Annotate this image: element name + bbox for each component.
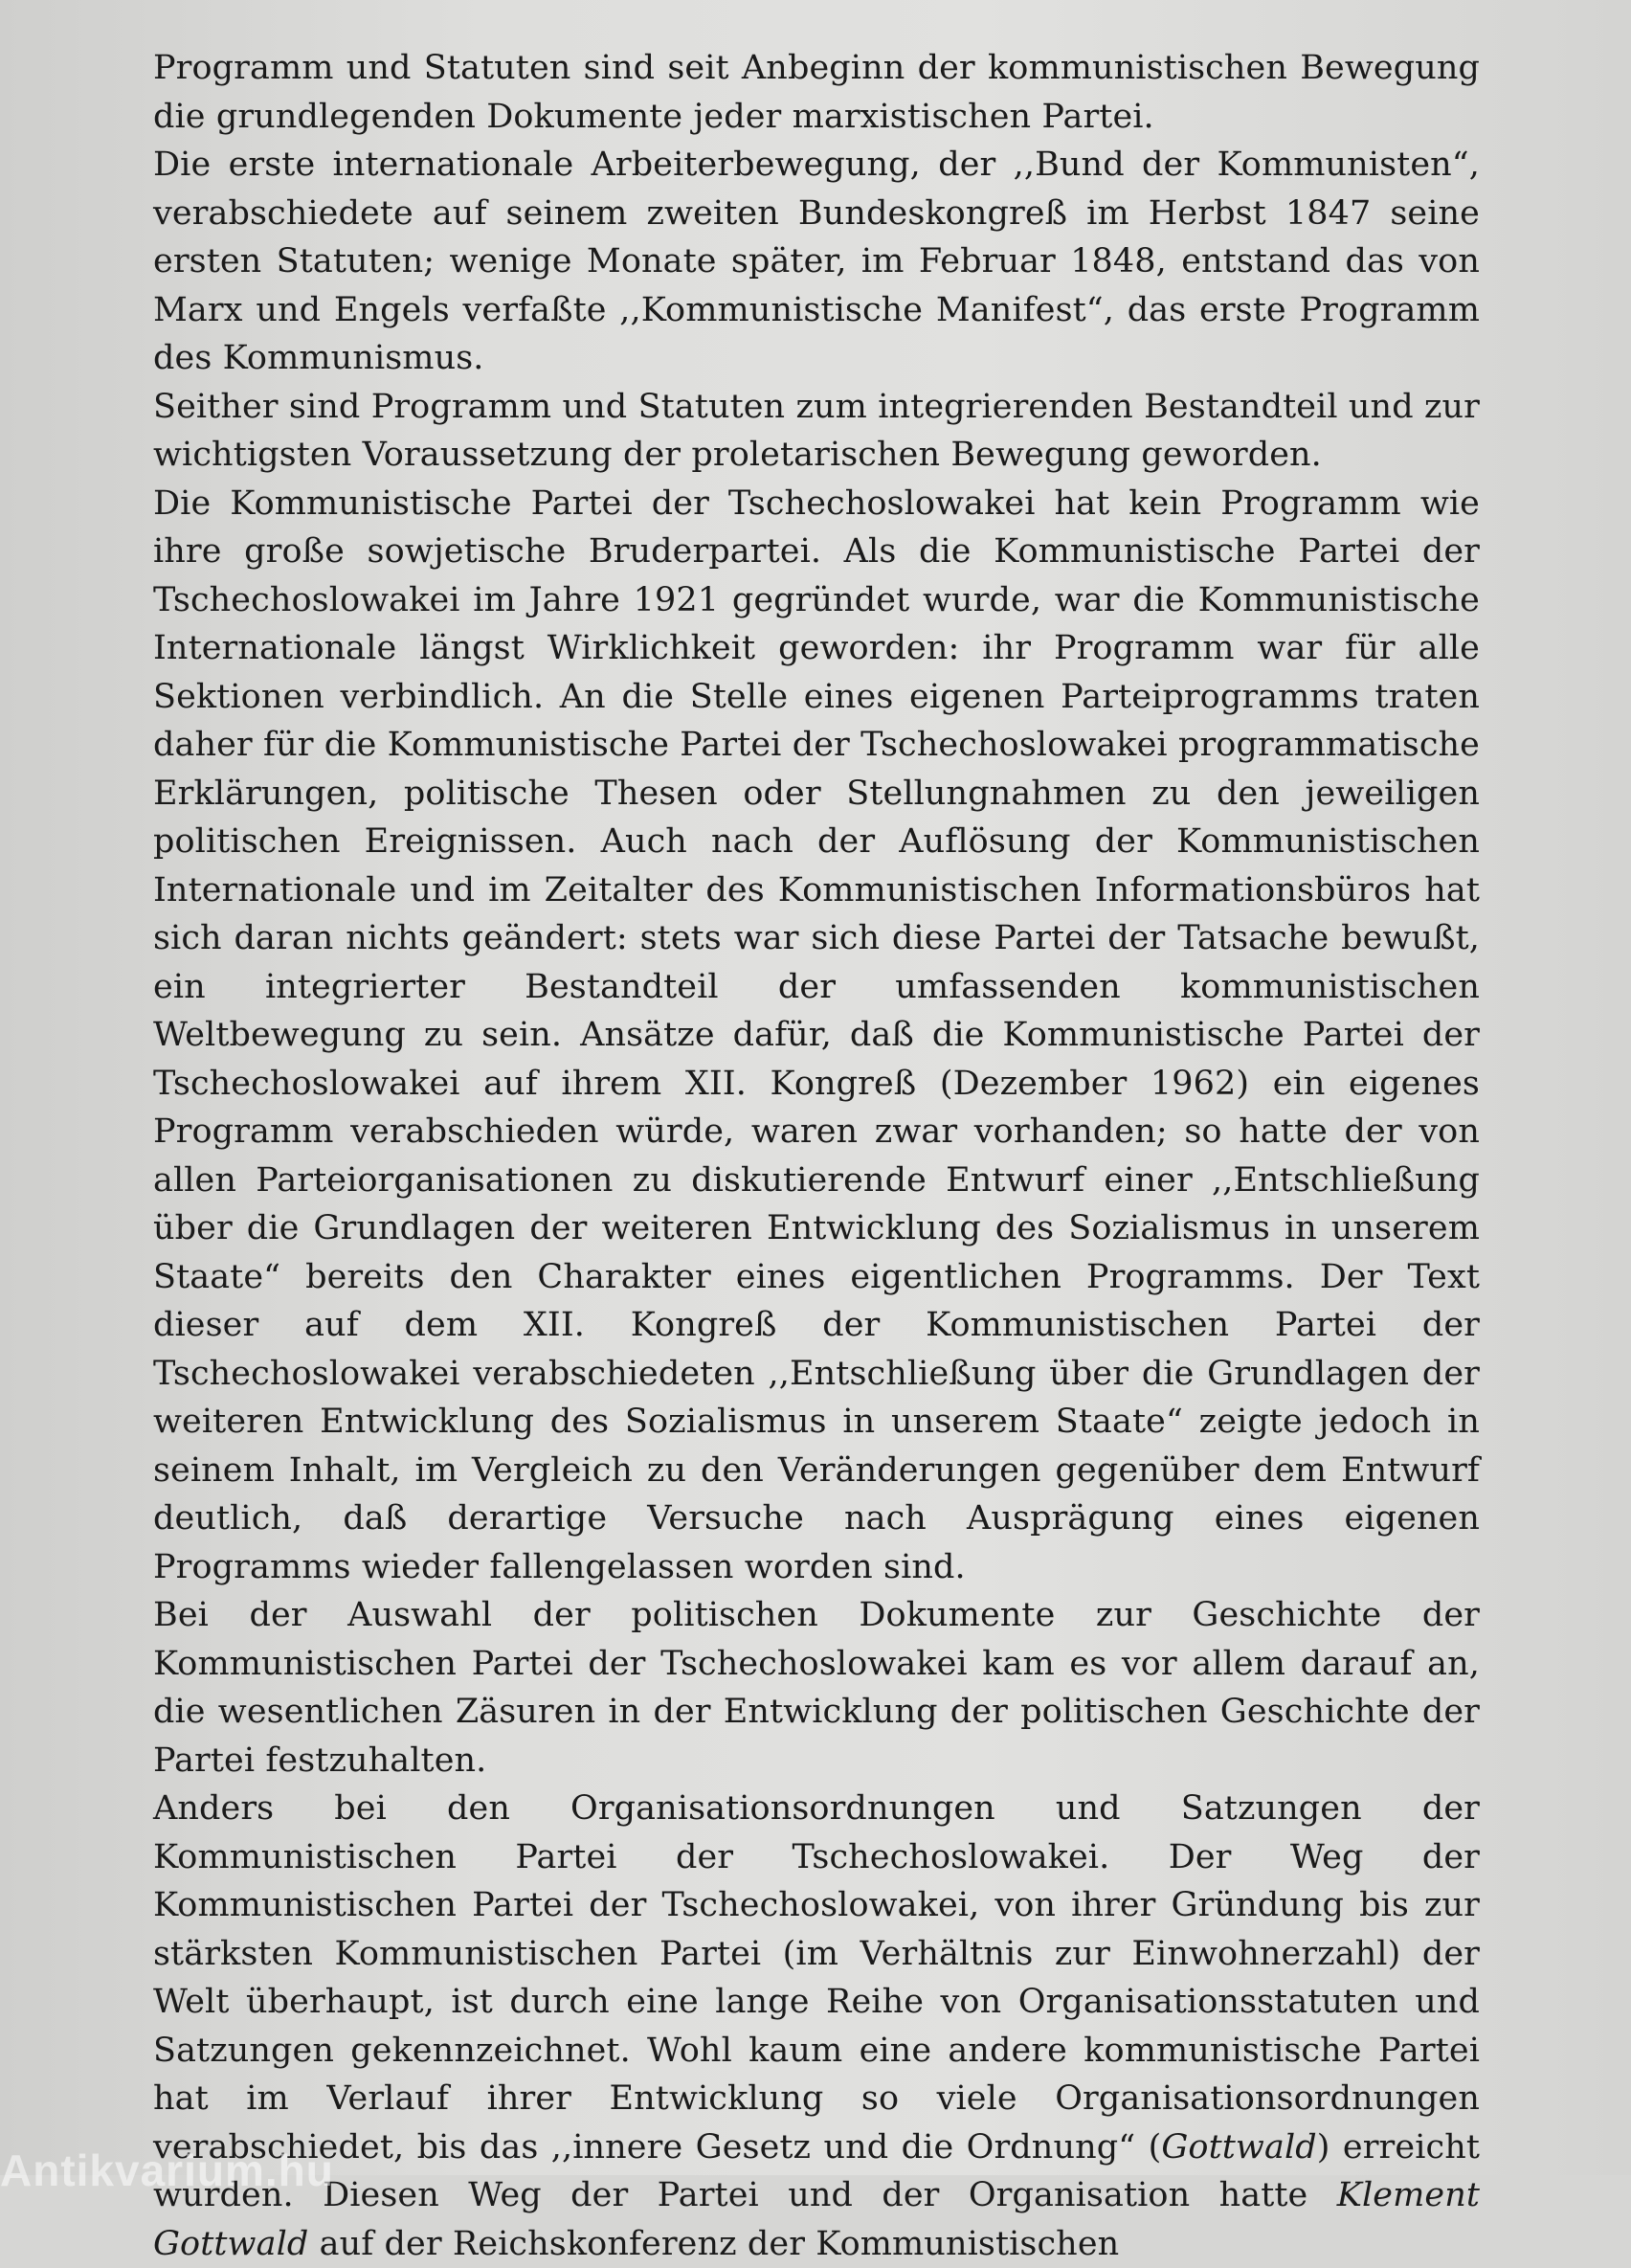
paragraph: Die erste internationale Arbeiterbewegung, der ,,Bund der Kommunisten“, verabschiedete auf seinem zweiten Bundeskongreß im Herbst 1847 seine ersten Statuten; wenige Monate später, im Februar 1848, entstand das von Marx und Engels verfaßte ,,Kommunistische Manifest“, das erste Programm des Kommunismus.: [153, 146, 1480, 377]
paragraph-text: ) erreicht wurden. Diesen Weg der Partei und der Organisation hatte: [153, 2127, 1481, 2214]
paragraph: [153, 1785, 1480, 2268]
paragraph: Seither sind Programm und Statuten zum integrierenden Bestandteil und zur wichtigsten Voraussetzung der proletarischen Bewegung geworden.: [153, 387, 1480, 474]
italic-name: Klement Gottwald: [153, 2176, 1480, 2263]
paragraph: Bei der Auswahl der politischen Dokumente zur Geschichte der Kommunistischen Partei der Tschechoslowakei kam es vor allem darauf an, die wesentlichen Zäsuren in der Entwicklung der politischen Geschichte der Partei festzuhalten.: [153, 1596, 1480, 1780]
italic-name: Gottwald: [1161, 2127, 1317, 2167]
body-text: [153, 44, 1480, 2268]
paragraph-text: auf der Reichskonferenz der Kommunistischen: [308, 2224, 1120, 2263]
paragraph: Programm und Statuten sind seit Anbeginn der kommunistischen Bewegung die grundlegenden Dokumente jeder marxistischen Partei.: [153, 49, 1480, 136]
watermark: Antikvarium.hu: [0, 2145, 334, 2195]
paragraph: Die Kommunistische Partei der Tschechoslowakei hat kein Programm wie ihre große sowjetische Bruderpartei. Als die Kommunistische Partei der Tschechoslowakei im Jahre 1921 gegründet wurde, war die Kommunistische Internationale längst Wirklichkeit geworden: ihr Programm war für alle Sektionen verbindlich. An die Stelle eines eigenen Parteiprogramms traten daher für die Kommunistische Partei der Tschechoslowakei programmatische Erklärungen, politische Thesen oder Stellungnahmen zu den jeweiligen politischen Ereignissen. Auch nach der Auflösung der Kommunistischen Internationale und im Zeitalter des Kommunistischen Informationsbüros hat sich daran nichts geändert: stets war sich diese Partei der Tatsache bewußt, ein integrierter Bestandteil der umfassenden kommunistischen Weltbewegung zu sein. Ansätze dafür, daß die Kommunistische Partei der Tschechoslowakei auf ihrem XII. Kongreß (Dezember 1962) ein eigenes Programm verabschieden würde, waren zwar vorhanden; so hatte der von allen Parteiorganisationen zu diskutierende Entwurf einer ,,Entschließung über die Grundlagen der weiteren Entwicklung des Sozialismus in unserem Staate“ bereits den Charakter eines eigentlichen Programms. Der Text dieser auf dem XII. Kongreß der Kommunistischen Partei der Tschechoslowakei verabschiedeten ,,Entschließung über die Grundlagen der weiteren Entwicklung des Sozialismus in unserem Staate“ zeigte jedoch in seinem Inhalt, im Vergleich zu den Veränderungen gegenüber dem Entwurf deutlich, daß derartige Versuche nach Ausprägung eines eigenen Programms wieder fallengelassen worden sind.: [153, 483, 1480, 1586]
paragraph-text: Anders bei den Organisationsordnungen und Satzungen der Kommunistischen Partei der Tschechoslowakei. Der Weg der Kommunistischen Partei der Tschechoslowakei, von ihrer Gründung bis zur stärksten Kommunistischen Partei (im Verhältnis zur Einwohnerzahl) der Welt überhaupt, ist durch eine lange Reihe von Organisationsstatuten und Satzungen gekennzeichnet. Wohl kaum eine andere kommunistische Partei hat im Verlauf ihrer Entwicklung so viele Organisationsordnungen verabschiedet, bis das ,,innere Gesetz und die Ordnung“ (: [153, 1789, 1480, 2167]
